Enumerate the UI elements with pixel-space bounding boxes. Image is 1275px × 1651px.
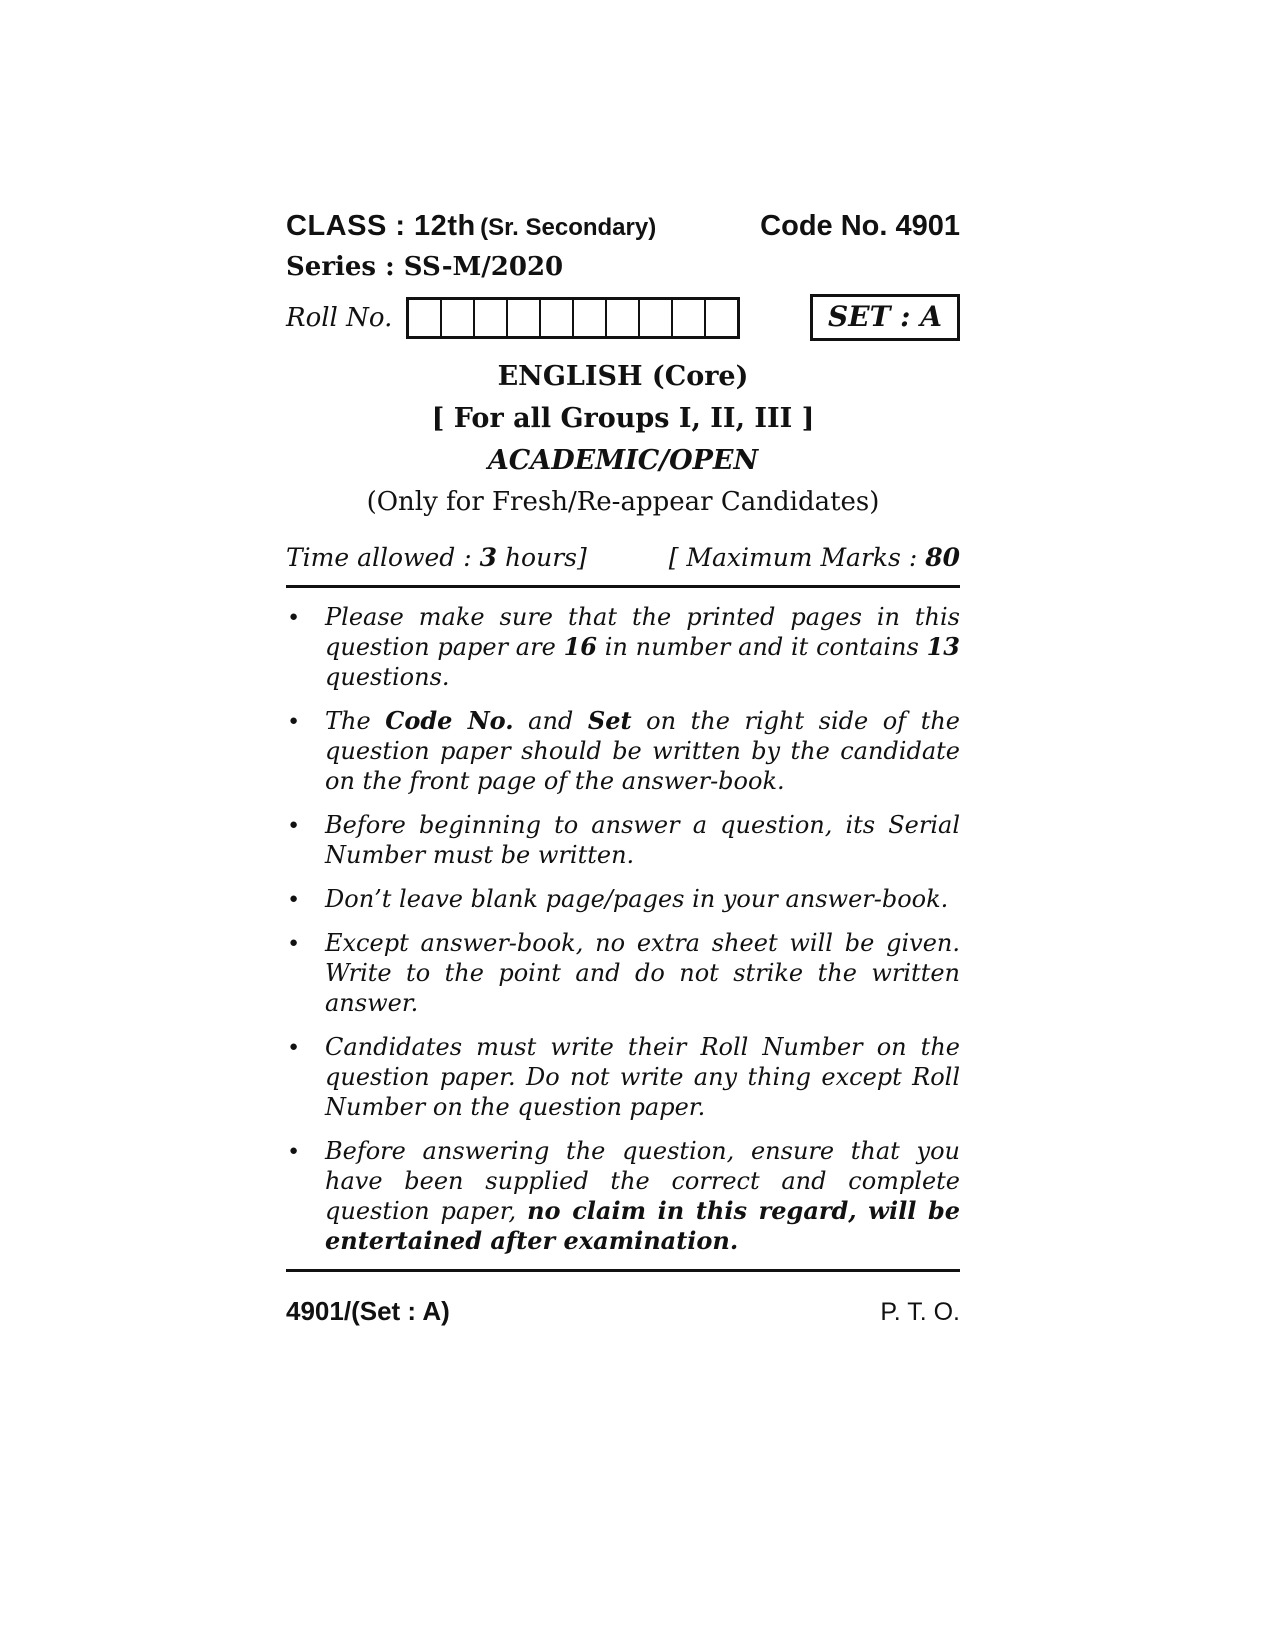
title-block	[286, 361, 960, 517]
instruction-item	[286, 602, 960, 692]
instruction-text: Candidates must write their Roll Number on the question paper. Do not write any thing except Roll Number on the question paper.	[325, 1033, 960, 1121]
roll-cell	[607, 300, 640, 336]
class-sublabel: (Sr. Secondary)	[480, 214, 657, 241]
stream-line: ACADEMIC/OPEN	[487, 445, 759, 476]
maximum-marks: [ Maximum Marks : 80	[668, 543, 960, 572]
roll-cell	[442, 300, 475, 336]
bullet-dot-icon: ●	[289, 817, 299, 833]
instruction-text: Except answer-book, no extra sheet will be given. Write to the point and do not strike the written answer.	[325, 929, 960, 1017]
instruction-item	[286, 706, 960, 796]
header-top-row	[286, 210, 960, 243]
roll-cell	[640, 300, 673, 336]
instruction-item	[286, 810, 960, 870]
series-label: Series : SS-M/2020	[286, 252, 564, 282]
instruction-text: Before answering the question, ensure that you have been supplied the correct and complete question paper, no claim in this regard, will be entertained after examination.	[325, 1137, 960, 1255]
roll-cell	[706, 300, 737, 336]
instruction-item	[286, 1136, 960, 1256]
candidates-note: (Only for Fresh/Re-appear Candidates)	[366, 487, 880, 517]
code-number: Code No. 4901	[760, 210, 960, 242]
footer-pto: P. T. O.	[880, 1298, 960, 1326]
bullet-dot-icon: ●	[289, 713, 299, 729]
instruction-item	[286, 928, 960, 1018]
exam-meta-row	[286, 543, 960, 572]
instruction-item	[286, 1032, 960, 1122]
instruction-text: Please make sure that the printed pages in this question paper are 16 in number and it contains 13 questions.	[325, 603, 960, 691]
marks-value: 80	[925, 543, 960, 572]
bullet-dot-icon: ●	[289, 1039, 299, 1055]
instruction-text: Don’t leave blank page/pages in your answer-book.	[325, 885, 949, 913]
footer-code-set: 4901/(Set : A)	[286, 1296, 450, 1326]
divider-top	[286, 585, 960, 588]
paper-header	[286, 210, 960, 341]
roll-cell	[574, 300, 607, 336]
set-badge: SET : A	[810, 294, 960, 341]
bullet-dot-icon: ●	[289, 891, 299, 907]
page-content	[286, 210, 960, 1327]
instruction-item	[286, 884, 960, 914]
roll-cell	[673, 300, 706, 336]
instruction-text: Before beginning to answer a question, its Serial Number must be written.	[325, 811, 960, 869]
roll-cell	[409, 300, 442, 336]
subject-title: ENGLISH (Core)	[497, 361, 749, 392]
roll-cell	[508, 300, 541, 336]
divider-bottom	[286, 1269, 960, 1272]
roll-number-label: Roll No.	[286, 302, 393, 333]
instructions-list	[286, 602, 960, 1256]
roll-number-grid	[406, 297, 740, 339]
page-footer	[286, 1296, 960, 1327]
bullet-dot-icon: ●	[289, 1143, 299, 1159]
roll-number-row	[286, 294, 960, 341]
roll-cell	[475, 300, 508, 336]
bullet-dot-icon: ●	[289, 935, 299, 951]
roll-cell	[541, 300, 574, 336]
time-allowed: Time allowed : 3 hours]	[286, 543, 587, 572]
time-value: 3	[479, 543, 497, 572]
bullet-dot-icon: ●	[289, 609, 299, 625]
groups-line: [ For all Groups I, II, III ]	[431, 403, 815, 434]
class-label: CLASS : 12th	[286, 210, 476, 242]
class-line	[286, 210, 656, 243]
instruction-text: The Code No. and Set on the right side of the question paper should be written by the candidate on the front page of the answer-book.	[325, 706, 961, 795]
